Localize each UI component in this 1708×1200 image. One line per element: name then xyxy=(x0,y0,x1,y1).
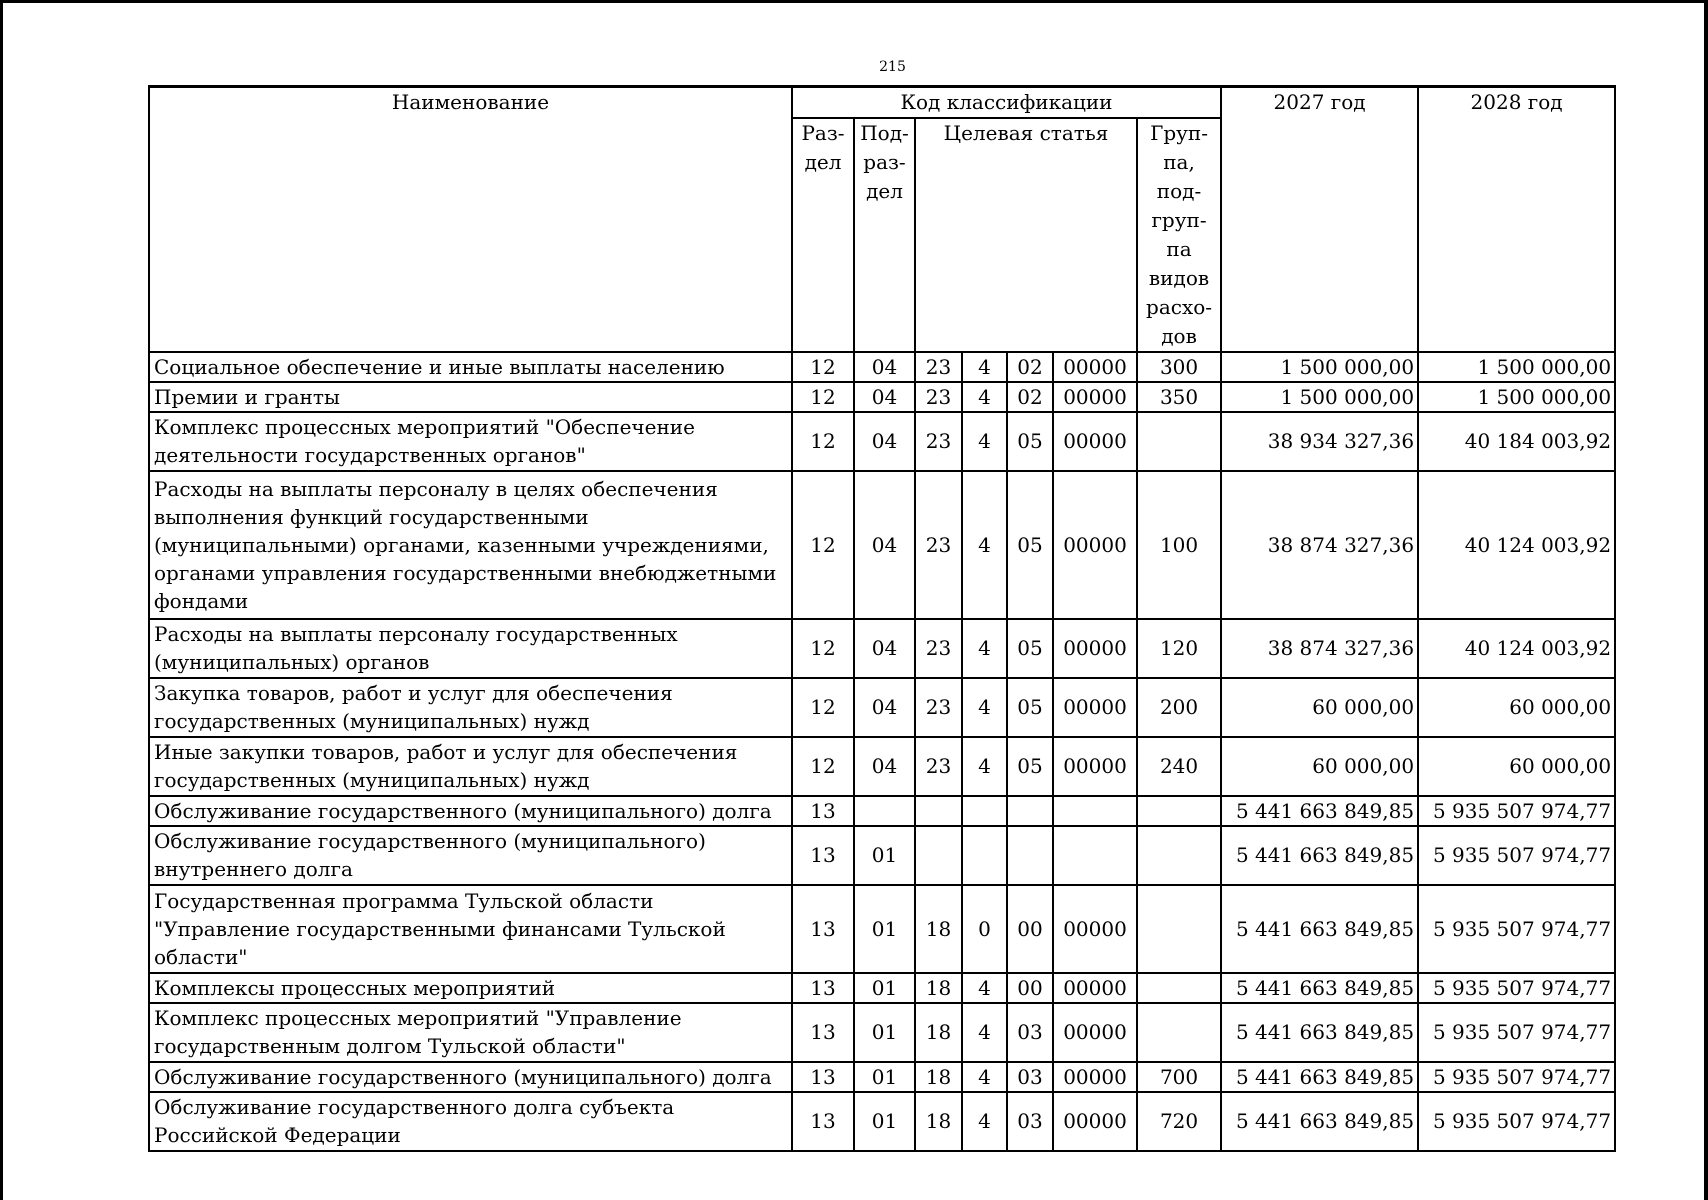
row-expense-group: 120 xyxy=(1137,619,1221,678)
table-row xyxy=(149,1062,1615,1092)
row-target-program: 23 xyxy=(915,678,962,737)
table-row xyxy=(149,678,1615,737)
row-amount-2028: 5 935 507 974,77 xyxy=(1418,1062,1615,1092)
row-subsection: 04 xyxy=(854,678,915,737)
row-expense-group xyxy=(1137,885,1221,973)
row-target-direction: 00000 xyxy=(1053,412,1137,471)
row-target-type: 4 xyxy=(962,382,1007,412)
table-row xyxy=(149,737,1615,796)
row-target-direction: 00000 xyxy=(1053,1092,1137,1151)
row-name: Расходы на выплаты персоналу в целях обеспечения выполнения функций государственными (муниципальными) органами, казенными учреждениями, органами управления государственными внебюджетными фондами xyxy=(149,471,792,619)
row-target-direction: 00000 xyxy=(1053,1062,1137,1092)
row-name: Социальное обеспечение и иные выплаты населению xyxy=(149,352,792,382)
row-amount-2028: 5 935 507 974,77 xyxy=(1418,973,1615,1003)
row-amount-2027: 38 874 327,36 xyxy=(1221,471,1418,619)
table-row xyxy=(149,471,1615,619)
row-subsection: 04 xyxy=(854,619,915,678)
table-row xyxy=(149,826,1615,885)
row-amount-2028: 40 184 003,92 xyxy=(1418,412,1615,471)
row-name: Обслуживание государственного (муниципального) долга xyxy=(149,1062,792,1092)
table-row xyxy=(149,1003,1615,1062)
row-target-type: 4 xyxy=(962,973,1007,1003)
row-section: 12 xyxy=(792,352,854,382)
row-section: 13 xyxy=(792,973,854,1003)
table-row xyxy=(149,352,1615,382)
row-name: Комплексы процессных мероприятий xyxy=(149,973,792,1003)
row-target-element: 00 xyxy=(1007,885,1053,973)
table-row xyxy=(149,973,1615,1003)
row-amount-2028: 5 935 507 974,77 xyxy=(1418,1003,1615,1062)
row-name: Обслуживание государственного (муниципального) долга xyxy=(149,796,792,826)
row-expense-group: 240 xyxy=(1137,737,1221,796)
row-subsection: 01 xyxy=(854,1092,915,1151)
header-classification: Код классификации xyxy=(792,87,1221,118)
row-target-type: 4 xyxy=(962,412,1007,471)
row-target-program xyxy=(915,826,962,885)
page-frame-left xyxy=(0,0,3,1200)
row-expense-group xyxy=(1137,796,1221,826)
row-expense-group: 350 xyxy=(1137,382,1221,412)
table-row xyxy=(149,382,1615,412)
row-target-program: 18 xyxy=(915,1062,962,1092)
row-target-element: 03 xyxy=(1007,1003,1053,1062)
row-section: 13 xyxy=(792,1062,854,1092)
header-year-2028: 2028 год xyxy=(1418,87,1615,352)
row-target-type xyxy=(962,826,1007,885)
row-section: 12 xyxy=(792,678,854,737)
row-subsection: 04 xyxy=(854,412,915,471)
row-target-type: 4 xyxy=(962,1062,1007,1092)
row-amount-2027: 38 934 327,36 xyxy=(1221,412,1418,471)
row-target-element: 05 xyxy=(1007,412,1053,471)
row-name: Закупка товаров, работ и услуг для обеспечения государственных (муниципальных) нужд xyxy=(149,678,792,737)
table-body xyxy=(149,352,1615,1151)
row-subsection xyxy=(854,796,915,826)
row-amount-2027: 1 500 000,00 xyxy=(1221,352,1418,382)
row-target-type: 4 xyxy=(962,1092,1007,1151)
row-amount-2028: 40 124 003,92 xyxy=(1418,471,1615,619)
row-expense-group: 300 xyxy=(1137,352,1221,382)
row-target-type: 4 xyxy=(962,737,1007,796)
row-target-element: 05 xyxy=(1007,619,1053,678)
row-amount-2027: 5 441 663 849,85 xyxy=(1221,973,1418,1003)
row-target-program: 23 xyxy=(915,352,962,382)
table-row xyxy=(149,1092,1615,1151)
header-subsection: Под-раз-дел xyxy=(854,118,915,352)
row-target-direction: 00000 xyxy=(1053,471,1137,619)
row-target-element: 05 xyxy=(1007,678,1053,737)
row-target-program: 23 xyxy=(915,619,962,678)
row-section: 13 xyxy=(792,1003,854,1062)
row-target-element xyxy=(1007,826,1053,885)
row-target-direction: 00000 xyxy=(1053,737,1137,796)
row-amount-2027: 38 874 327,36 xyxy=(1221,619,1418,678)
row-target-type: 4 xyxy=(962,678,1007,737)
row-expense-group xyxy=(1137,1003,1221,1062)
row-target-program: 18 xyxy=(915,1092,962,1151)
row-subsection: 04 xyxy=(854,352,915,382)
row-amount-2027: 5 441 663 849,85 xyxy=(1221,1092,1418,1151)
row-expense-group: 200 xyxy=(1137,678,1221,737)
row-expense-group: 700 xyxy=(1137,1062,1221,1092)
row-amount-2027: 5 441 663 849,85 xyxy=(1221,885,1418,973)
header-year-2027: 2027 год xyxy=(1221,87,1418,352)
row-target-program: 23 xyxy=(915,471,962,619)
row-target-program: 23 xyxy=(915,412,962,471)
page-frame-top xyxy=(0,0,1708,3)
row-subsection: 04 xyxy=(854,471,915,619)
row-expense-group xyxy=(1137,412,1221,471)
row-subsection: 01 xyxy=(854,1062,915,1092)
row-target-element: 00 xyxy=(1007,973,1053,1003)
row-target-direction: 00000 xyxy=(1053,885,1137,973)
row-target-direction: 00000 xyxy=(1053,352,1137,382)
table-row xyxy=(149,619,1615,678)
row-amount-2027: 1 500 000,00 xyxy=(1221,382,1418,412)
row-section: 13 xyxy=(792,826,854,885)
row-name: Государственная программа Тульской области "Управление государственными финансами Тульской области" xyxy=(149,885,792,973)
row-target-element: 05 xyxy=(1007,471,1053,619)
row-amount-2028: 40 124 003,92 xyxy=(1418,619,1615,678)
row-target-element: 05 xyxy=(1007,737,1053,796)
row-amount-2028: 5 935 507 974,77 xyxy=(1418,885,1615,973)
header-expense-group: Груп-па, под-груп-па видов расхо-дов xyxy=(1137,118,1221,352)
table-row xyxy=(149,885,1615,973)
row-name: Комплекс процессных мероприятий "Управление государственным долгом Тульской области" xyxy=(149,1003,792,1062)
row-amount-2027: 60 000,00 xyxy=(1221,678,1418,737)
row-target-direction: 00000 xyxy=(1053,382,1137,412)
row-target-type: 4 xyxy=(962,471,1007,619)
row-expense-group xyxy=(1137,826,1221,885)
row-target-direction: 00000 xyxy=(1053,1003,1137,1062)
row-subsection: 04 xyxy=(854,737,915,796)
row-subsection: 01 xyxy=(854,1003,915,1062)
row-name: Иные закупки товаров, работ и услуг для обеспечения государственных (муниципальных) нужд xyxy=(149,737,792,796)
row-target-type: 4 xyxy=(962,352,1007,382)
row-amount-2027: 60 000,00 xyxy=(1221,737,1418,796)
row-target-type xyxy=(962,796,1007,826)
budget-table xyxy=(148,85,1616,1152)
header-target-article: Целевая статья xyxy=(915,118,1137,352)
row-amount-2028: 60 000,00 xyxy=(1418,737,1615,796)
row-subsection: 01 xyxy=(854,826,915,885)
row-amount-2028: 5 935 507 974,77 xyxy=(1418,1092,1615,1151)
row-target-program: 18 xyxy=(915,973,962,1003)
row-amount-2028: 5 935 507 974,77 xyxy=(1418,796,1615,826)
row-section: 13 xyxy=(792,796,854,826)
row-target-program: 18 xyxy=(915,885,962,973)
row-target-direction xyxy=(1053,796,1137,826)
row-amount-2027: 5 441 663 849,85 xyxy=(1221,796,1418,826)
row-subsection: 01 xyxy=(854,973,915,1003)
row-target-element: 02 xyxy=(1007,352,1053,382)
row-target-program xyxy=(915,796,962,826)
row-name: Премии и гранты xyxy=(149,382,792,412)
row-amount-2028: 60 000,00 xyxy=(1418,678,1615,737)
row-expense-group xyxy=(1137,973,1221,1003)
row-target-element: 02 xyxy=(1007,382,1053,412)
page-frame-right xyxy=(1704,0,1708,1200)
row-target-type: 4 xyxy=(962,619,1007,678)
row-section: 12 xyxy=(792,471,854,619)
row-target-program: 23 xyxy=(915,382,962,412)
table-row xyxy=(149,412,1615,471)
row-section: 12 xyxy=(792,382,854,412)
row-target-type: 0 xyxy=(962,885,1007,973)
row-target-program: 23 xyxy=(915,737,962,796)
row-target-type: 4 xyxy=(962,1003,1007,1062)
row-section: 12 xyxy=(792,619,854,678)
header-section: Раз-дел xyxy=(792,118,854,352)
row-target-element: 03 xyxy=(1007,1092,1053,1151)
row-amount-2028: 1 500 000,00 xyxy=(1418,382,1615,412)
row-amount-2028: 5 935 507 974,77 xyxy=(1418,826,1615,885)
row-section: 12 xyxy=(792,412,854,471)
row-name: Обслуживание государственного (муниципального) внутреннего долга xyxy=(149,826,792,885)
row-target-direction: 00000 xyxy=(1053,973,1137,1003)
row-section: 12 xyxy=(792,737,854,796)
row-section: 13 xyxy=(792,1092,854,1151)
page-number: 215 xyxy=(879,59,906,75)
row-section: 13 xyxy=(792,885,854,973)
header-name: Наименование xyxy=(149,87,792,352)
row-name: Обслуживание государственного долга субъекта Российской Федерации xyxy=(149,1092,792,1151)
table-row xyxy=(149,796,1615,826)
row-name: Комплекс процессных мероприятий "Обеспечение деятельности государственных органов" xyxy=(149,412,792,471)
row-subsection: 01 xyxy=(854,885,915,973)
row-target-program: 18 xyxy=(915,1003,962,1062)
row-amount-2027: 5 441 663 849,85 xyxy=(1221,1062,1418,1092)
row-expense-group: 720 xyxy=(1137,1092,1221,1151)
row-subsection: 04 xyxy=(854,382,915,412)
row-name: Расходы на выплаты персоналу государственных (муниципальных) органов xyxy=(149,619,792,678)
row-target-direction: 00000 xyxy=(1053,678,1137,737)
row-target-direction: 00000 xyxy=(1053,619,1137,678)
row-target-direction xyxy=(1053,826,1137,885)
row-amount-2027: 5 441 663 849,85 xyxy=(1221,1003,1418,1062)
row-target-element: 03 xyxy=(1007,1062,1053,1092)
row-expense-group: 100 xyxy=(1137,471,1221,619)
row-target-element xyxy=(1007,796,1053,826)
row-amount-2027: 5 441 663 849,85 xyxy=(1221,826,1418,885)
row-amount-2028: 1 500 000,00 xyxy=(1418,352,1615,382)
